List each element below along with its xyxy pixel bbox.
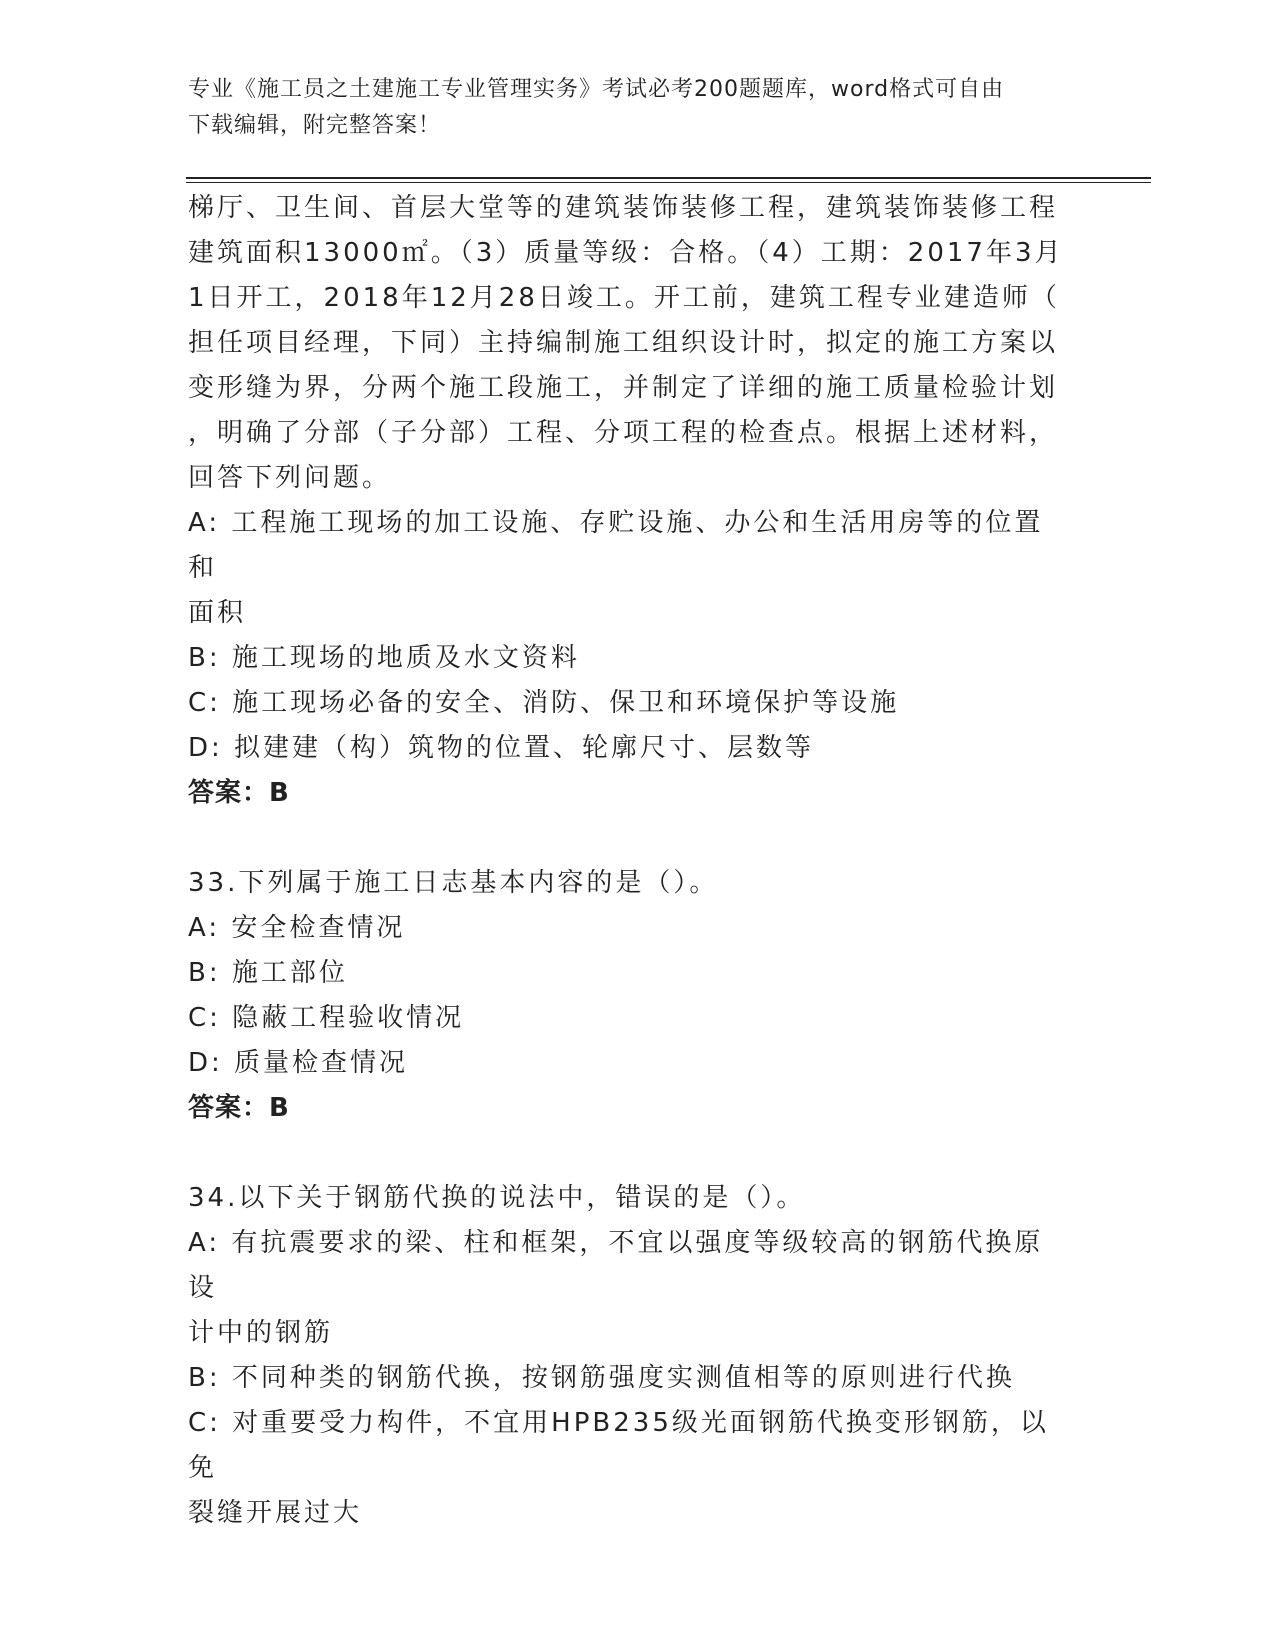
question-stem-line: 建筑面积13000㎡。（3）质量等级：合格。（4）工期：2017年3月 [188, 238, 1064, 268]
option-c: C: 施工现场必备的安全、消防、保卫和环境保护等设施 [188, 688, 900, 718]
question-stem-line: 变形缝为界，分两个施工段施工，并制定了详细的施工质量检验计划 [188, 373, 1059, 403]
spacer [188, 816, 1068, 861]
option-c-continued: 裂缝开展过大 [188, 1498, 363, 1528]
option-c: C: 对重要受力构件，不宜用HPB235级光面钢筋代换变形钢筋，以免 [188, 1408, 1049, 1483]
question-33 [188, 861, 1068, 1131]
question-stem: 33.下列属于施工日志基本内容的是（）。 [188, 868, 719, 898]
option-a-continued: 面积 [188, 598, 247, 628]
option-b: B: 施工部位 [188, 958, 348, 988]
header-title-line-1: 专业《施工员之土建施工专业管理实务》考试必考200题题库，word格式可自由 [188, 77, 1005, 102]
header-title-line-2: 下载编辑，附完整答案！ [188, 113, 442, 138]
document-body [188, 186, 1068, 1536]
header-rule [186, 177, 1151, 179]
option-b: B: 不同种类的钢筋代换，按钢筋强度实测值相等的原则进行代换 [188, 1363, 1015, 1393]
question-32 [188, 186, 1068, 816]
question-stem-line: 回答下列问题。 [188, 463, 392, 493]
option-a-continued: 计中的钢筋 [188, 1318, 334, 1348]
answer: 答案：B [188, 778, 290, 808]
spacer [188, 1131, 1068, 1176]
header-rule-thin [186, 182, 1151, 183]
answer: 答案：B [188, 1093, 290, 1123]
question-stem-line: ，明确了分部（子分部）工程、分项工程的检查点。根据上述材料， [188, 418, 1059, 448]
option-a: A: 安全检查情况 [188, 913, 406, 943]
option-b: B: 施工现场的地质及水文资料 [188, 643, 580, 673]
question-34 [188, 1176, 1068, 1536]
option-a: A: 有抗震要求的梁、柱和框架，不宜以强度等级较高的钢筋代换原设 [188, 1228, 1044, 1303]
question-stem-line: 担任项目经理，下同）主持编制施工组织设计时，拟定的施工方案以 [188, 328, 1059, 358]
question-stem-line: 1日开工，2018年12月28日竣工。开工前，建筑工程专业建造师（ [188, 283, 1060, 313]
page-header [188, 72, 1068, 144]
option-c: C: 隐蔽工程验收情况 [188, 1003, 465, 1033]
question-stem-line: 梯厅、卫生间、首层大堂等的建筑装饰装修工程，建筑装饰装修工程 [188, 193, 1059, 223]
option-d: D: 质量检查情况 [188, 1048, 409, 1078]
option-a: A: 工程施工现场的加工设施、存贮设施、办公和生活用房等的位置和 [188, 508, 1044, 583]
question-stem: 34.以下关于钢筋代换的说法中，错误的是（）。 [188, 1183, 806, 1213]
option-d: D: 拟建建（构）筑物的位置、轮廓尺寸、层数等 [188, 733, 815, 763]
